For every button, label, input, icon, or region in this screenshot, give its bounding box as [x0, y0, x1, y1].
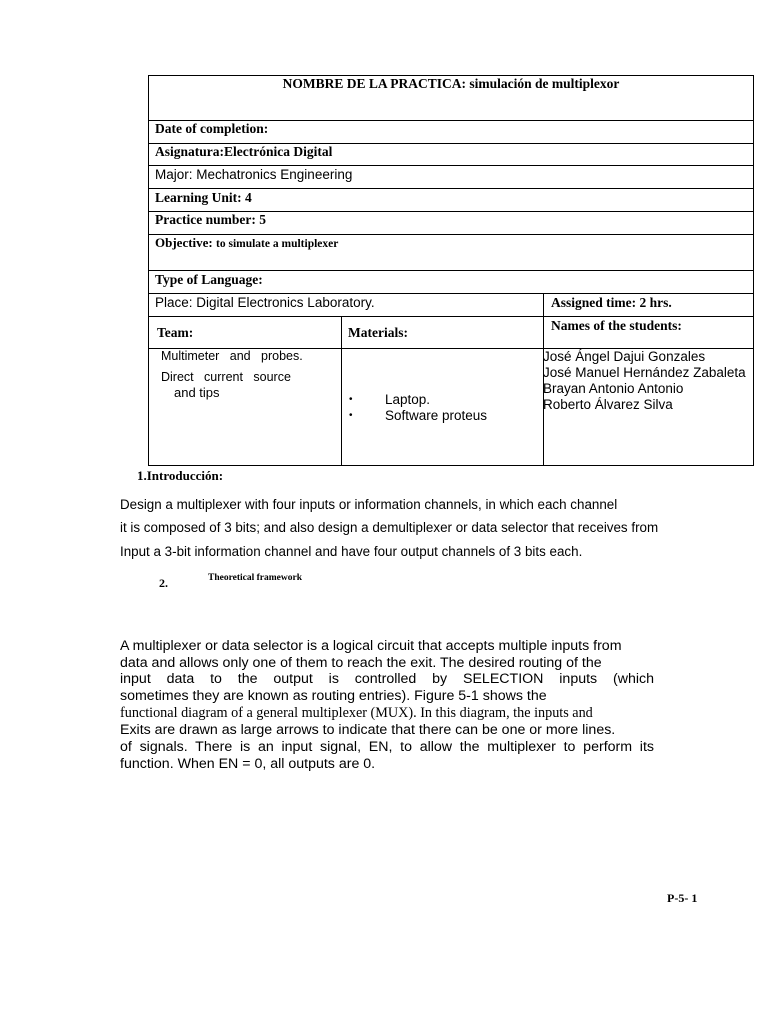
- team-item: Multimeter and probes.: [161, 349, 303, 363]
- place-field: Place: Digital Electronics Laboratory.: [155, 295, 375, 310]
- type-of-language-label: Type of Language:: [155, 272, 263, 287]
- objective-label: Objective:: [155, 235, 213, 250]
- framework-line: functional diagram of a general multiplexer (MUX). In this diagram, the inputs and: [120, 705, 593, 721]
- intro-line: Design a multiplexer with four inputs or information channels, in which each channel: [120, 497, 618, 512]
- framework-line: input data to the output is controlled by SELECTION inputs (which: [120, 671, 654, 687]
- materials-item: Software proteus: [385, 408, 488, 423]
- table-rule: [148, 316, 754, 317]
- framework-line: data and allows only one of them to reach the exit. The desired routing of the: [120, 655, 602, 671]
- student-name: Roberto Álvarez Silva: [543, 397, 673, 412]
- section-2-number: 2.: [159, 576, 168, 590]
- practice-number-field: Practice number: 5: [155, 212, 266, 227]
- team-header: Team:: [157, 325, 194, 340]
- objective-field: [155, 235, 338, 251]
- table-rule: [148, 270, 754, 271]
- students-header: Names of the students:: [551, 318, 682, 333]
- materials-item: Laptop.: [385, 392, 431, 407]
- student-name: José Ángel Dajui Gonzales: [543, 349, 706, 364]
- intro-line: Input a 3-bit information channel and have four output channels of 3 bits each.: [120, 544, 583, 559]
- subject-field: Asignatura:Electrónica Digital: [155, 144, 333, 159]
- student-name: Brayan Antonio Antonio: [543, 381, 684, 396]
- framework-line: A multiplexer or data selector is a logical circuit that accepts multiple inputs from: [120, 638, 622, 654]
- introduction-heading: 1.Introducción:: [137, 468, 224, 483]
- team-item: and tips: [174, 385, 220, 400]
- framework-line: of signals. There is an input signal, EN, to allow the multiplexer to perform its: [120, 739, 654, 755]
- page-number: P-5- 1: [667, 891, 698, 905]
- intro-line: it is composed of 3 bits; and also design a demultiplexer or data selector that receives from: [120, 520, 659, 535]
- student-name: José Manuel Hernández Zabaleta: [543, 365, 746, 380]
- major-field: Major: Mechatronics Engineering: [155, 167, 353, 182]
- table-column-divider: [341, 316, 342, 466]
- framework-line: sometimes they are known as routing entries). Figure 5-1 shows the: [120, 688, 547, 704]
- framework-line: Exits are drawn as large arrows to indicate that there can be one or more lines.: [120, 722, 616, 738]
- date-of-completion-label: Date of completion:: [155, 121, 269, 136]
- practice-title: NOMBRE DE LA PRACTICA: simulación de multiplexor: [282, 76, 620, 91]
- bullet-icon: •: [349, 394, 353, 405]
- assigned-time-field: Assigned time: 2 hrs.: [551, 295, 672, 310]
- learning-unit-field: Learning Unit: 4: [155, 190, 252, 205]
- table-rule: [148, 188, 754, 189]
- table-rule: [148, 165, 754, 166]
- table-rule: [148, 293, 754, 294]
- materials-header: Materials:: [348, 325, 408, 340]
- framework-line: function. When EN = 0, all outputs are 0.: [120, 756, 376, 772]
- bullet-icon: •: [349, 410, 353, 421]
- team-item: Direct current source: [161, 370, 291, 384]
- objective-value: to simulate a multiplexer: [216, 238, 339, 250]
- theoretical-framework-heading: Theoretical framework: [208, 573, 303, 583]
